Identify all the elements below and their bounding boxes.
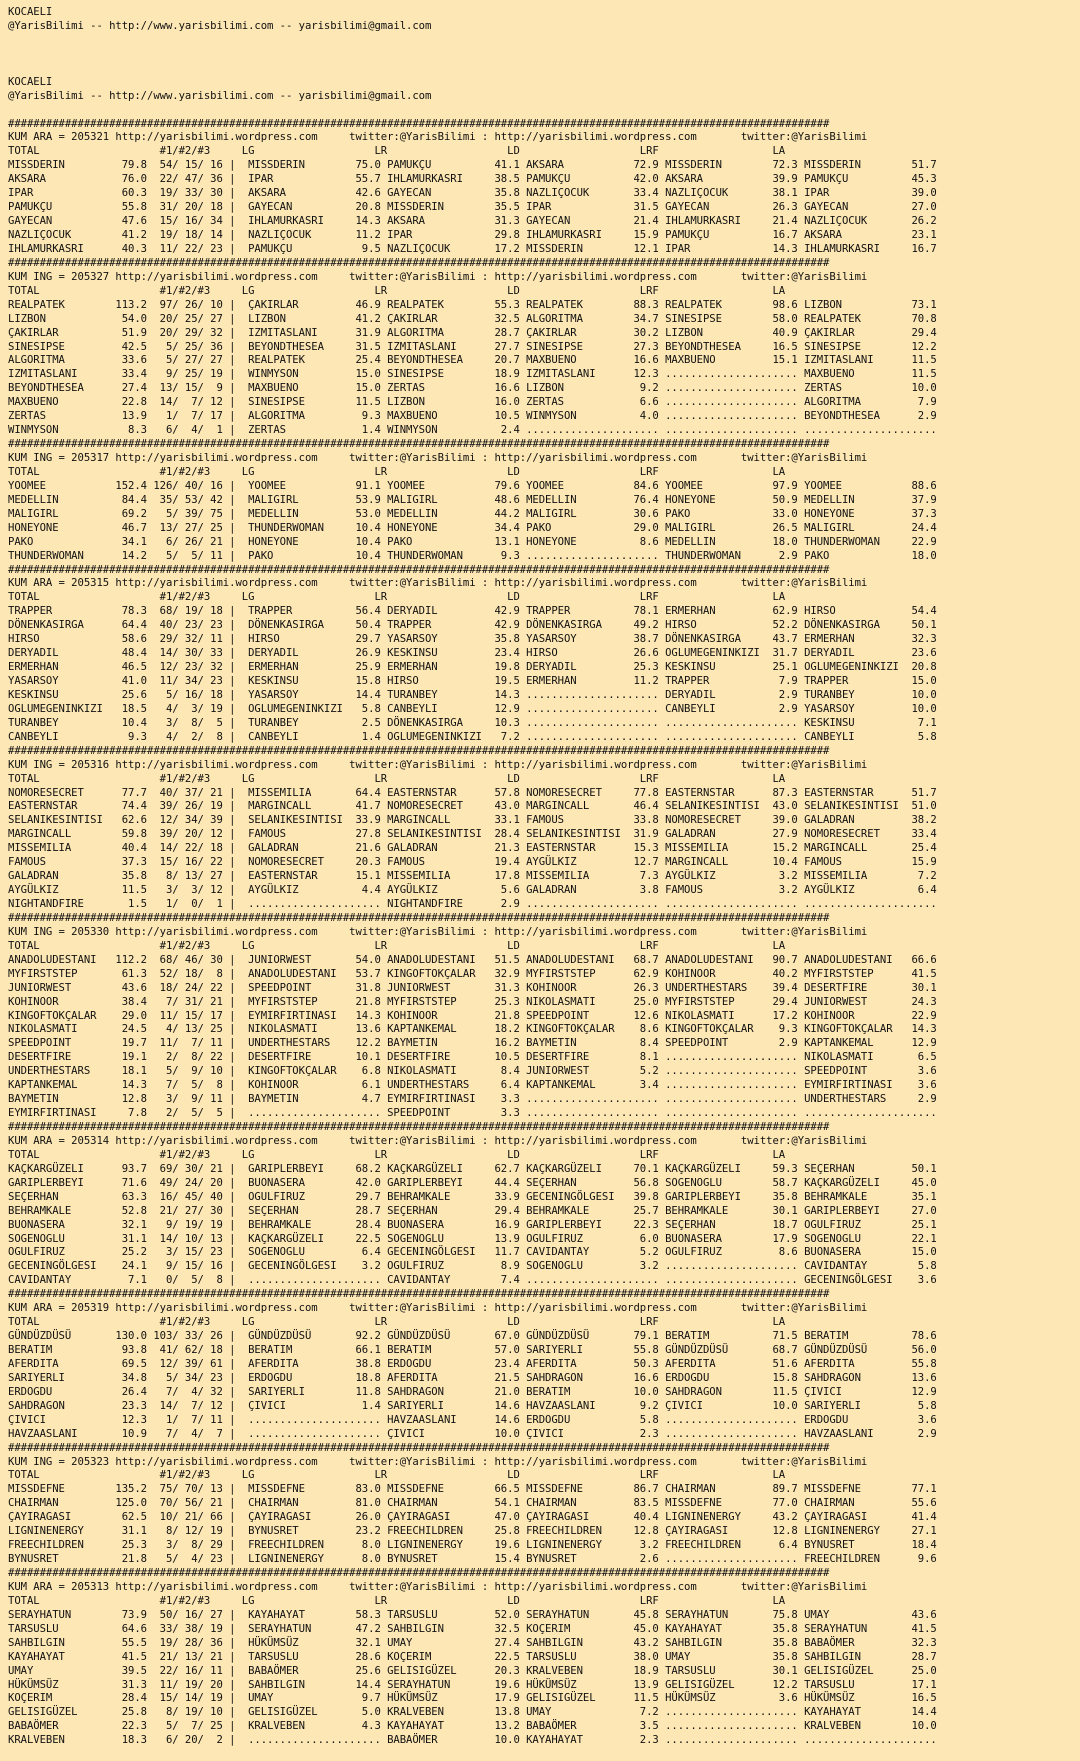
table-row: PAKO 34.1 6/ 26/ 21 | HONEYONE 10.4 PAKO 13.1 HONEYONE 8.6 MEDELLIN 18.0 THUNDERWOMAN 22.9 (8, 535, 937, 548)
table-row: HÜKÜMSÜZ 31.3 11/ 19/ 20 | SAHBILGIN 14.4 SERAYHATUN 19.6 HÜKÜMSÜZ 13.9 GELISIGÜZEL 12.2 TARSUSLU 17.1 (8, 1678, 937, 1691)
race-header: KUM ARA = 205319 http://yarisbilimi.wordpress.com twitter:@YarisBilimi : http://yarisbilimi.wordpress.com twitter:@YarisBilimi (8, 1302, 868, 1315)
table-row: IZMITASLANI 33.4 9/ 25/ 19 | WINMYSON 15.0 SINESIPSE 18.9 IZMITASLANI 12.3 ..................... MAXBUENO 11.5 (8, 368, 937, 381)
table-row: DESERTFIRE 19.1 2/ 8/ 22 | DESERTFIRE 10.1 DESERTFIRE 10.5 DESERTFIRE 8.1 ..................... NIKOLASMATI 6.5 (8, 1051, 937, 1064)
column-header: TOTAL #1/#2/#3 LG LR LD LRF LA (8, 1148, 786, 1161)
table-row: JUNIORWEST 43.6 18/ 24/ 22 | SPEEDPOINT 31.8 JUNIORWEST 31.3 KOHINOOR 26.3 UNDERTHESTARS 39.4 DESERTFIRE 30.1 (8, 981, 937, 994)
table-row: SAHDRAGON 23.3 14/ 7/ 12 | ÇIVICI 1.4 SARIYERLI 14.6 HAVZAASLANI 9.2 ÇIVICI 10.0 SARIYERLI 5.8 (8, 1399, 937, 1412)
table-row: AYGÜLKIZ 11.5 3/ 3/ 12 | AYGÜLKIZ 4.4 AYGÜLKIZ 5.6 GALADRAN 3.8 FAMOUS 3.2 AYGÜLKIZ 6.4 (8, 884, 937, 897)
table-row: SELANIKESINTISI 62.6 12/ 34/ 39 | SELANIKESINTISI 33.9 MARGINCALL 33.1 FAMOUS 33.8 NOMORESECRET 39.0 GALADRAN 38.2 (8, 814, 937, 827)
separator-line: ################################################################################################################################## (8, 1288, 830, 1301)
table-row: ERDOGDU 26.4 7/ 4/ 32 | SARIYERLI 11.8 SAHDRAGON 21.0 BERATIM 10.0 SAHDRAGON 11.5 ÇIVICI 12.9 (8, 1385, 937, 1398)
table-row: BUONASERA 32.1 9/ 19/ 19 | BEHRAMKALE 28.4 BUONASERA 16.9 GARIPLERBEYI 22.3 SEÇERHAN 18.7 OGULFIRUZ 25.1 (8, 1218, 937, 1231)
table-row: FAMOUS 37.3 15/ 16/ 22 | NOMORESECRET 20.3 FAMOUS 19.4 AYGÜLKIZ 12.7 MARGINCALL 10.4 FAMOUS 15.9 (8, 856, 937, 869)
column-header: TOTAL #1/#2/#3 LG LR LD LRF LA (8, 1594, 786, 1607)
blank-line (8, 34, 1080, 48)
blank-line (8, 104, 1080, 118)
table-row: IPAR 60.3 19/ 33/ 30 | AKSARA 42.6 GAYECAN 35.8 NAZLIÇOCUK 33.4 NAZLIÇOCUK 38.1 IPAR 39.0 (8, 187, 937, 200)
table-row: ÇIVICI 12.3 1/ 7/ 11 | ..................... HAVZAASLANI 14.6 ERDOGDU 5.8 ..................... ERDOGDU 3.6 (8, 1413, 937, 1426)
race-header: KUM ING = 205330 http://yarisbilimi.wordpress.com twitter:@YarisBilimi : http://yarisbilimi.wordpress.com twitter:@YarisBilimi (8, 925, 868, 938)
contact-line: @YarisBilimi -- http://www.yarisbilimi.com -- yarisbilimi@gmail.com (8, 89, 432, 102)
race-header: KUM ING = 205316 http://yarisbilimi.wordpress.com twitter:@YarisBilimi : http://yarisbilimi.wordpress.com twitter:@YarisBilimi (8, 758, 868, 771)
table-row: ÇAYIRAGASI 62.5 10/ 21/ 66 | ÇAYIRAGASI 26.0 ÇAYIRAGASI 47.0 ÇAYIRAGASI 40.4 LIGNINENERGY 43.2 ÇAYIRAGASI 41.4 (8, 1511, 937, 1524)
separator-line: ################################################################################################################################## (8, 563, 830, 576)
table-row: BEYONDTHESEA 27.4 13/ 15/ 9 | MAXBUENO 15.0 ZERTAS 16.6 LIZBON 9.2 ..................... ZERTAS 10.0 (8, 382, 937, 395)
table-row: SERAYHATUN 73.9 50/ 16/ 27 | KAYAHAYAT 58.3 TARSUSLU 52.0 SERAYHATUN 45.8 SERAYHATUN 75.8 UMAY 43.6 (8, 1608, 937, 1621)
column-header: TOTAL #1/#2/#3 LG LR LD LRF LA (8, 284, 786, 297)
table-row: ANADOLUDESTANI 112.2 68/ 46/ 30 | JUNIORWEST 54.0 ANADOLUDESTANI 51.5 ANADOLUDESTANI 68.7 ANADOLUDESTANI 90.7 ANADOLUDESTANI 66.6 (8, 953, 937, 966)
column-header: TOTAL #1/#2/#3 LG LR LD LRF LA (8, 145, 786, 158)
table-row: AKSARA 76.0 22/ 47/ 36 | IPAR 55.7 IHLAMURKASRI 38.5 PAMUKÇU 42.0 AKSARA 39.9 PAMUKÇU 45.3 (8, 173, 937, 186)
table-row: KINGOFTOKÇALAR 29.0 11/ 15/ 17 | EYMIRFIRTINASI 14.3 KOHINOOR 21.8 SPEEDPOINT 12.6 NIKOLASMATI 17.2 KOHINOOR 22.9 (8, 1009, 937, 1022)
column-header: TOTAL #1/#2/#3 LG LR LD LRF LA (8, 1469, 786, 1482)
table-row: SINESIPSE 42.5 5/ 25/ 36 | BEYONDTHESEA 31.5 IZMITASLANI 27.7 SINESIPSE 27.3 BEYONDTHESEA 16.5 SINESIPSE 12.2 (8, 340, 937, 353)
race-header: KUM ING = 205323 http://yarisbilimi.wordpress.com twitter:@YarisBilimi : http://yarisbilimi.wordpress.com twitter:@YarisBilimi (8, 1455, 868, 1468)
race-header: KUM ING = 205327 http://yarisbilimi.wordpress.com twitter:@YarisBilimi : http://yarisbilimi.wordpress.com twitter:@YarisBilimi (8, 270, 868, 283)
table-row: UNDERTHESTARS 18.1 5/ 9/ 10 | KINGOFTOKÇALAR 6.8 NIKOLASMATI 8.4 JUNIORWEST 5.2 ..................... SPEEDPOINT 3.6 (8, 1065, 937, 1078)
race-header: KUM ARA = 205315 http://yarisbilimi.wordpress.com twitter:@YarisBilimi : http://yarisbilimi.wordpress.com twitter:@YarisBilimi (8, 577, 868, 590)
separator-line: ################################################################################################################################## (8, 1567, 830, 1579)
table-row: SAHBILGIN 55.5 19/ 28/ 36 | HÜKÜMSÜZ 32.1 UMAY 27.4 SAHBILGIN 43.2 SAHBILGIN 35.8 BABAÖMER 32.3 (8, 1636, 937, 1649)
column-header: TOTAL #1/#2/#3 LG LR LD LRF LA (8, 465, 786, 478)
race-header: KUM ARA = 205313 http://yarisbilimi.wordpress.com twitter:@YarisBilimi : http://yarisbilimi.wordpress.com twitter:@YarisBilimi (8, 1580, 868, 1593)
table-row: UMAY 39.5 22/ 16/ 11 | BABAÖMER 25.6 GELISIGÜZEL 20.3 KRALVEBEN 18.9 TARSUSLU 30.1 GELISIGÜZEL 25.0 (8, 1664, 937, 1677)
table-row: AFERDITA 69.5 12/ 39/ 61 | AFERDITA 38.8 ERDOGDU 23.4 AFERDITA 50.3 AFERDITA 51.6 AFERDITA 55.8 (8, 1357, 937, 1370)
table-row: SEÇERHAN 63.3 16/ 45/ 40 | OGULFIRUZ 29.7 BEHRAMKALE 33.9 GECENINGÖLGESI 39.8 GARIPLERBEYI 35.8 BEHRAMKALE 35.1 (8, 1190, 937, 1203)
table-row: KAPTANKEMAL 14.3 7/ 5/ 8 | KOHINOOR 6.1 UNDERTHESTARS 6.4 KAPTANKEMAL 3.4 ..................... EYMIRFIRTINASI 3.6 (8, 1079, 937, 1092)
table-row: NIKOLASMATI 24.5 4/ 13/ 25 | NIKOLASMATI 13.6 KAPTANKEMAL 18.2 KINGOFTOKÇALAR 8.6 KINGOFTOKÇALAR 9.3 KINGOFTOKÇALAR 14.3 (8, 1023, 937, 1036)
table-row: NAZLIÇOCUK 41.2 19/ 18/ 14 | NAZLIÇOCUK 11.2 IPAR 29.8 IHLAMURKASRI 15.9 PAMUKÇU 16.7 AKSARA 23.1 (8, 229, 937, 241)
table-row: BABAÖMER 22.3 5/ 7/ 25 | KRALVEBEN 4.3 KAYAHAYAT 13.2 BABAÖMER 3.5 ..................... KRALVEBEN 10.0 (8, 1720, 937, 1733)
table-row: SOGENOGLU 31.1 14/ 10/ 13 | KAÇKARGÜZELI 22.5 SOGENOGLU 13.9 OGULFIRUZ 6.0 BUONASERA 17.9 SOGENOGLU 22.1 (8, 1232, 937, 1245)
page-title: KOCAELI (8, 6, 53, 18)
table-row: KOHINOOR 38.4 7/ 31/ 21 | MYFIRSTSTEP 21.8 MYFIRSTSTEP 25.3 NIKOLASMATI 25.0 MYFIRSTSTEP 29.4 JUNIORWEST 24.3 (8, 995, 937, 1008)
table-row: ERMERHAN 46.5 12/ 23/ 32 | ERMERHAN 25.9 ERMERHAN 19.8 DERYADIL 25.3 KESKINSU 25.1 OGLUMEGENINKIZI 20.8 (8, 661, 937, 674)
table-row: BERATIM 93.8 41/ 62/ 18 | BERATIM 66.1 BERATIM 57.0 SARIYERLI 55.8 GÜNDÜZDÜSÜ 68.7 GÜNDÜZDÜSÜ 56.0 (8, 1344, 937, 1356)
table-row: SPEEDPOINT 19.7 11/ 7/ 11 | UNDERTHESTARS 12.2 BAYMETIN 16.2 BAYMETIN 8.4 SPEEDPOINT 2.9 KAPTANKEMAL 12.9 (8, 1037, 937, 1050)
table-row: KAÇKARGÜZELI 93.7 69/ 30/ 21 | GARIPLERBEYI 68.2 KAÇKARGÜZELI 62.7 KAÇKARGÜZELI 70.1 KAÇKARGÜZELI 59.3 SEÇERHAN 50.1 (8, 1162, 937, 1175)
table-row: BYNUSRET 21.8 5/ 4/ 23 | LIGNINENERGY 8.0 BYNUSRET 15.4 BYNUSRET 2.6 ..................... FREECHILDREN 9.6 (8, 1553, 937, 1566)
table-row: WINMYSON 8.3 6/ 4/ 1 | ZERTAS 1.4 WINMYSON 2.4 ..................... ..................... ..................... (8, 424, 937, 437)
separator-line: ################################################################################################################################## (8, 1441, 830, 1454)
column-header: TOTAL #1/#2/#3 LG LR LD LRF LA (8, 939, 786, 952)
table-row: MEDELLIN 84.4 35/ 53/ 42 | MALIGIRL 53.9 MALIGIRL 48.6 MEDELLIN 76.4 HONEYONE 50.9 MEDELLIN 37.9 (8, 493, 937, 506)
table-row: LIZBON 54.0 20/ 25/ 27 | LIZBON 41.2 ÇAKIRLAR 32.5 ALGORITMA 34.7 SINESIPSE 58.0 REALPATEK 70.8 (8, 312, 937, 325)
table-row: FREECHILDREN 25.3 3/ 8/ 29 | FREECHILDREN 8.0 LIGNINENERGY 19.6 LIGNINENERGY 3.2 FREECHILDREN 6.4 BYNUSRET 18.4 (8, 1539, 937, 1552)
table-row: MARGINCALL 59.8 39/ 20/ 12 | FAMOUS 27.8 SELANIKESINTISI 28.4 SELANIKESINTISI 31.9 GALADRAN 27.9 NOMORESECRET 33.4 (8, 828, 937, 841)
page-title: KOCAELI (8, 75, 53, 88)
separator-line: ################################################################################################################################## (8, 438, 830, 451)
table-row: NOMORESECRET 77.7 40/ 37/ 21 | MISSEMILIA 64.4 EASTERNSTAR 57.8 NOMORESECRET 77.8 EASTERNSTAR 87.3 EASTERNSTAR 51.7 (8, 786, 937, 799)
table-row: GÜNDÜZDÜSÜ 130.0 103/ 33/ 26 | GÜNDÜZDÜSÜ 92.2 GÜNDÜZDÜSÜ 67.0 GÜNDÜZDÜSÜ 79.1 BERATIM 71.5 BERATIM 78.6 (8, 1330, 937, 1343)
table-row: BEHRAMKALE 52.8 21/ 27/ 30 | SEÇERHAN 28.7 SEÇERHAN 29.4 BEHRAMKALE 25.7 BEHRAMKALE 30.1 GARIPLERBEYI 27.0 (8, 1204, 937, 1217)
column-header: TOTAL #1/#2/#3 LG LR LD LRF LA (8, 591, 786, 604)
table-row: KRALVEBEN 18.3 6/ 20/ 2 | ..................... BABAÖMER 10.0 KAYAHAYAT 2.3 ..................... ..................... (8, 1734, 937, 1747)
table-row: ZERTAS 13.9 1/ 7/ 17 | ALGORITMA 9.3 MAXBUENO 10.5 WINMYSON 4.0 ..................... BEYONDTHESEA 2.9 (8, 410, 937, 423)
table-row: PAMUKÇU 55.8 31/ 20/ 18 | GAYECAN 20.8 MISSDERIN 35.5 IPAR 31.5 GAYECAN 26.3 GAYECAN 27.0 (8, 201, 937, 214)
race-header: KUM ARA = 205321 http://yarisbilimi.wordpress.com twitter:@YarisBilimi : http://yarisbilimi.wordpress.com twitter:@YarisBilimi (8, 131, 868, 144)
table-row: CANBEYLI 9.3 4/ 2/ 8 | CANBEYLI 1.4 OGLUMEGENINKIZI 7.2 ..................... ..................... CANBEYLI 5.8 (8, 730, 937, 743)
separator-line: ################################################################################################################################## (8, 1121, 830, 1133)
table-row: MYFIRSTSTEP 61.3 52/ 18/ 8 | ANADOLUDESTANI 53.7 KINGOFTOKÇALAR 32.9 MYFIRSTSTEP 62.9 KOHINOOR 40.2 MYFIRSTSTEP 41.5 (8, 967, 937, 980)
table-row: EASTERNSTAR 74.4 39/ 26/ 19 | MARGINCALL 41.7 NOMORESECRET 43.0 MARGINCALL 46.4 SELANIKESINTISI 43.0 SELANIKESINTISI 51.0 (8, 800, 937, 813)
table-row: IHLAMURKASRI 40.3 11/ 22/ 23 | PAMUKÇU 9.5 NAZLIÇOCUK 17.2 MISSDERIN 12.1 IPAR 14.3 IHLAMURKASRI 16.7 (8, 242, 937, 255)
table-row: KAYAHAYAT 41.5 21/ 13/ 21 | TARSUSLU 28.6 KOÇERIM 22.5 TARSUSLU 38.0 UMAY 35.8 SAHBILGIN 28.7 (8, 1650, 937, 1663)
separator-line: ################################################################################################################################## (8, 256, 830, 269)
table-row: THUNDERWOMAN 14.2 5/ 5/ 11 | PAKO 10.4 THUNDERWOMAN 9.3 ..................... THUNDERWOMAN 2.9 PAKO 18.0 (8, 549, 937, 562)
table-row: MISSEMILIA 40.4 14/ 22/ 18 | GALADRAN 21.6 GALADRAN 21.3 EASTERNSTAR 15.3 MISSEMILIA 15.2 MARGINCALL 25.4 (8, 842, 937, 855)
table-row: BAYMETIN 12.8 3/ 9/ 11 | BAYMETIN 4.7 EYMIRFIRTINASI 3.3 ..................... ..................... UNDERTHESTARS 2.9 (8, 1093, 937, 1106)
table-row: TURANBEY 10.4 3/ 8/ 5 | TURANBEY 2.5 DÖNENKASIRGA 10.3 ..................... ..................... KESKINSU 7.1 (8, 716, 937, 729)
table-row: MAXBUENO 22.8 14/ 7/ 12 | SINESIPSE 11.5 LIZBON 16.0 ZERTAS 6.6 ..................... ALGORITMA 7.9 (8, 396, 937, 409)
table-row: TARSUSLU 64.6 33/ 38/ 19 | SERAYHATUN 47.2 SAHBILGIN 32.5 KOÇERIM 45.0 KAYAHAYAT 35.8 SERAYHATUN 41.5 (8, 1622, 937, 1635)
table-row: LIGNINENERGY 31.1 8/ 12/ 19 | BYNUSRET 23.2 FREECHILDREN 25.8 FREECHILDREN 12.8 ÇAYIRAGASI 12.8 LIGNINENERGY 27.1 (8, 1525, 937, 1538)
separator-line: ################################################################################################################################## (8, 744, 830, 757)
table-row: GELISIGÜZEL 25.8 8/ 19/ 10 | GELISIGÜZEL 5.0 KRALVEBEN 13.8 UMAY 7.2 ..................... KAYAHAYAT 14.4 (8, 1706, 937, 1719)
table-row: KOÇERIM 28.4 15/ 14/ 19 | UMAY 9.7 HÜKÜMSÜZ 17.9 GELISIGÜZEL 11.5 HÜKÜMSÜZ 3.6 HÜKÜMSÜZ 16.5 (8, 1692, 937, 1705)
race-header: KUM ARA = 205314 http://yarisbilimi.wordpress.com twitter:@YarisBilimi : http://yarisbilimi.wordpress.com twitter:@YarisBilimi (8, 1134, 868, 1147)
table-row: MISSDEFNE 135.2 75/ 70/ 13 | MISSDEFNE 83.0 MISSDEFNE 66.5 MISSDEFNE 86.7 CHAIRMAN 89.7 MISSDEFNE 77.1 (8, 1483, 937, 1496)
separator-line: ################################################################################################################################## (8, 117, 830, 130)
table-row: NIGHTANDFIRE 1.5 1/ 0/ 1 | ..................... NIGHTANDFIRE 2.9 ..................... ..................... ..................... (8, 898, 937, 910)
column-header: TOTAL #1/#2/#3 LG LR LD LRF LA (8, 772, 786, 785)
table-row: OGLUMEGENINKIZI 18.5 4/ 3/ 19 | OGLUMEGENINKIZI 5.8 CANBEYLI 12.9 ..................... CANBEYLI 2.9 YASARSOY 10.0 (8, 702, 937, 715)
blank-line (8, 48, 1080, 62)
table-row: MALIGIRL 69.2 5/ 39/ 75 | MEDELLIN 53.0 MEDELLIN 44.2 MALIGIRL 30.6 PAKO 33.0 HONEYONE 37.3 (8, 507, 937, 520)
table-row: OGULFIRUZ 25.2 3/ 15/ 23 | SOGENOGLU 6.4 GECENINGÖLGESI 11.7 CAVIDANTAY 5.2 OGULFIRUZ 8.6 BUONASERA 15.0 (8, 1246, 937, 1259)
table-row: GAYECAN 47.6 15/ 16/ 34 | IHLAMURKASRI 14.3 AKSARA 31.3 GAYECAN 21.4 IHLAMURKASRI 21.4 NAZLIÇOCUK 26.2 (8, 215, 937, 228)
table-row: DÖNENKASIRGA 64.4 40/ 23/ 23 | DÖNENKASIRGA 50.4 TRAPPER 42.9 DÖNENKASIRGA 49.2 HIRSO 52.2 DÖNENKASIRGA 50.1 (8, 619, 937, 632)
table-row: TRAPPER 78.3 68/ 19/ 18 | TRAPPER 56.4 DERYADIL 42.9 TRAPPER 78.1 ERMERHAN 62.9 HIRSO 54.4 (8, 605, 937, 618)
table-row: EYMIRFIRTINASI 7.8 2/ 5/ 5 | ..................... SPEEDPOINT 3.3 ..................... ..................... ..................... (8, 1107, 937, 1120)
table-row: ÇAKIRLAR 51.9 20/ 29/ 32 | IZMITASLANI 31.9 ALGORITMA 28.7 ÇAKIRLAR 30.2 LIZBON 40.9 ÇAKIRLAR 29.4 (8, 326, 937, 339)
table-row: ALGORITMA 33.6 5/ 27/ 27 | REALPATEK 25.4 BEYONDTHESEA 20.7 MAXBUENO 16.6 MAXBUENO 15.1 IZMITASLANI 11.5 (8, 354, 937, 367)
table-row: HAVZAASLANI 10.9 7/ 4/ 7 | ..................... ÇIVICI 10.0 ÇIVICI 2.3 ..................... HAVZAASLANI 2.9 (8, 1427, 937, 1440)
table-row: CHAIRMAN 125.0 70/ 56/ 21 | CHAIRMAN 81.0 CHAIRMAN 54.1 CHAIRMAN 83.5 MISSDEFNE 77.0 CHAIRMAN 55.6 (8, 1497, 937, 1510)
blank-line (8, 62, 1080, 76)
table-row: CAVIDANTAY 7.1 0/ 5/ 8 | ..................... CAVIDANTAY 7.4 ..................... ..................... GECENINGÖLGESI 3.6 (8, 1274, 937, 1287)
race-header: KUM ING = 205317 http://yarisbilimi.wordpress.com twitter:@YarisBilimi : http://yarisbilimi.wordpress.com twitter:@YarisBilimi (8, 452, 868, 464)
table-row: SARIYERLI 34.8 5/ 34/ 23 | ERDOGDU 18.8 AFERDITA 21.5 SAHDRAGON 16.6 ERDOGDU 15.8 SAHDRAGON 13.6 (8, 1371, 937, 1384)
table-row: HONEYONE 46.7 13/ 27/ 25 | THUNDERWOMAN 10.4 HONEYONE 34.4 PAKO 29.0 MALIGIRL 26.5 MALIGIRL 24.4 (8, 521, 937, 534)
table-row: MISSDERIN 79.8 54/ 15/ 16 | MISSDERIN 75.0 PAMUKÇU 41.1 AKSARA 72.9 MISSDERIN 72.3 MISSDERIN 51.7 (8, 159, 937, 172)
table-row: YOOMEE 152.4 126/ 40/ 16 | YOOMEE 91.1 YOOMEE 79.6 YOOMEE 84.6 YOOMEE 97.9 YOOMEE 88.6 (8, 479, 937, 492)
table-row: HIRSO 58.6 29/ 32/ 11 | HIRSO 29.7 YASARSOY 35.8 YASARSOY 38.7 DÖNENKASIRGA 43.7 ERMERHAN 32.3 (8, 633, 937, 646)
table-row: GALADRAN 35.8 8/ 13/ 27 | EASTERNSTAR 15.1 MISSEMILIA 17.8 MISSEMILIA 7.3 AYGÜLKIZ 3.2 MISSEMILIA 7.2 (8, 870, 937, 883)
column-header: TOTAL #1/#2/#3 LG LR LD LRF LA (8, 1316, 786, 1329)
table-row: GARIPLERBEYI 71.6 49/ 24/ 20 | BUONASERA 42.0 GARIPLERBEYI 44.4 SEÇERHAN 56.8 SOGENOGLU 58.7 KAÇKARGÜZELI 45.0 (8, 1176, 937, 1189)
table-row: KESKINSU 25.6 5/ 16/ 18 | YASARSOY 14.4 TURANBEY 14.3 ..................... DERYADIL 2.9 TURANBEY 10.0 (8, 688, 937, 701)
table-row: DERYADIL 48.4 14/ 30/ 33 | DERYADIL 26.9 KESKINSU 23.4 HIRSO 26.6 OGLUMEGENINKIZI 31.7 DERYADIL 23.6 (8, 647, 937, 660)
table-row: GECENINGÖLGESI 24.1 9/ 15/ 16 | GECENINGÖLGESI 3.2 OGULFIRUZ 8.9 SOGENOGLU 3.2 ..................... CAVIDANTAY 5.8 (8, 1260, 937, 1273)
table-row: REALPATEK 113.2 97/ 26/ 10 | ÇAKIRLAR 46.9 REALPATEK 55.3 REALPATEK 88.3 REALPATEK 98.6 LIZBON 73.1 (8, 298, 937, 311)
table-row: YASARSOY 41.0 11/ 34/ 23 | KESKINSU 15.8 HIRSO 19.5 ERMERHAN 11.2 TRAPPER 7.9 TRAPPER 15.0 (8, 675, 937, 687)
contact-line: @YarisBilimi -- http://www.yarisbilimi.com -- yarisbilimi@gmail.com (8, 19, 432, 32)
separator-line: ################################################################################################################################## (8, 911, 830, 924)
